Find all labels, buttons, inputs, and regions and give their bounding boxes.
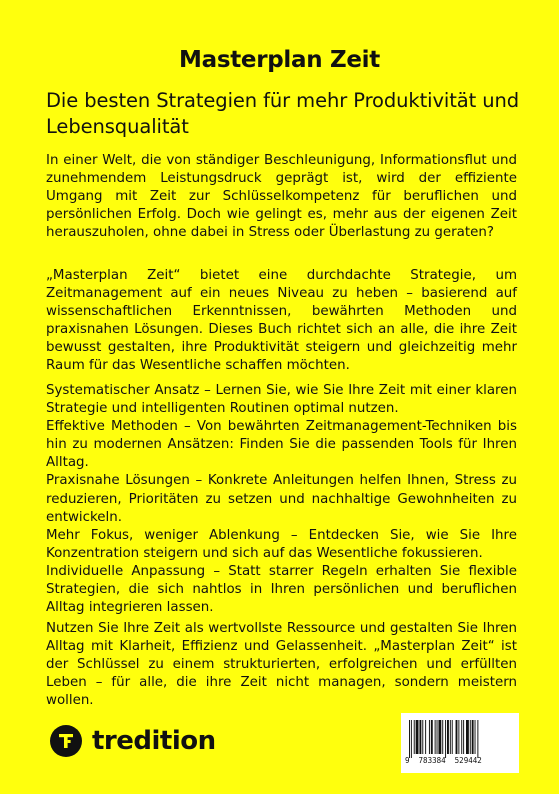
barcode-bar	[447, 720, 449, 754]
barcode-bar	[450, 720, 451, 754]
description-paragraph: „Masterplan Zeit“ bietet eine durchdachte Strategie, um Zeitmanagement auf ein neues Niveau zu heben – basierend auf wissenschaftlichen Erkenntnissen, bewährten Methoden und praxisnahen Lösungen. Dieses Buch richtet sich an alle, die ihre Zeit bewusst gestalten, ihre Produktivität steigern und gleichzeitig mehr Raum für das Wesentliche schaffen möchten.	[46, 268, 517, 374]
intro-paragraph: In einer Welt, die von ständiger Beschleunigung, Informationsflut und zunehmendem Leistungsdruck geprägt ist, wird der effiziente Umgang mit Zeit zur Schlüsselkompetenz für beruflichen und persönlichen Erfolg. Doch wie gelingt es, mehr aus der eigenen Zeit herauszuholen, ohne dabei in Stress oder Überlastung zu geraten?	[46, 153, 517, 241]
isbn-barcode	[401, 713, 519, 773]
barcode-bar	[461, 720, 462, 754]
barcode-bar	[422, 720, 423, 754]
feature-item: Praxisnahe Lösungen – Konkrete Anleitungen helfen Ihnen, Stress zu reduzieren, Prioritäten zu setzen und nachhaltige Gewohnheiten zu entwickeln.	[46, 473, 517, 525]
barcode-bar	[409, 720, 410, 758]
feature-item: Effektive Methoden – Von bewährten Zeitmanagement-Techniken bis hin zu modernen Ansätzen: Finden Sie die passenden Tools für Ihren Alltag.	[46, 419, 517, 471]
barcode-bar	[425, 720, 426, 754]
barcode-bar	[435, 720, 436, 754]
barcode-bars	[409, 720, 511, 758]
barcode-bar	[414, 720, 415, 754]
barcode-bar	[458, 720, 459, 754]
barcode-bar	[438, 720, 441, 754]
barcode-bar	[411, 720, 412, 758]
barcode-bar	[452, 720, 453, 754]
barcode-bar	[445, 720, 446, 758]
barcode-bar	[456, 720, 458, 754]
barcode-bar	[475, 720, 476, 754]
book-subtitle: Die besten Strategien für mehr Produktivität und Lebensqualität	[46, 89, 520, 138]
publisher-logo	[50, 725, 216, 757]
tredition-logo-icon	[50, 725, 82, 757]
barcode-bar	[419, 720, 421, 754]
barcode-bar	[470, 720, 471, 754]
barcode-bar	[442, 720, 443, 754]
barcode-bar	[431, 720, 433, 754]
publisher-name: tredition	[92, 726, 216, 756]
barcode-bar	[429, 720, 430, 754]
barcode-bar	[472, 720, 474, 754]
barcode-bar	[466, 720, 469, 754]
barcode-bar	[416, 720, 419, 754]
barcode-bar	[463, 720, 464, 754]
book-title: Masterplan Zeit	[179, 47, 380, 73]
feature-item: Systematischer Ansatz – Lernen Sie, wie Sie Ihre Zeit mit einer klaren Strategie und intelligenten Routinen optimal nutzen.	[46, 383, 517, 417]
closing-paragraph: Nutzen Sie Ihre Zeit als wertvollste Ressource und gestalten Sie Ihren Alltag mit Klarheit, Effizienz und Gelassenheit. „Masterplan Zeit“ ist der Schlüssel zu einem strukturierten, erfolgreichen und erfüllten Leben – für alle, die ihre Zeit nicht managen, sondern meistern wollen.	[46, 621, 517, 709]
feature-item: Mehr Fokus, weniger Ablenkung – Entdecken Sie, wie Sie Ihre Konzentration steigern und sich auf das Wesentliche fokussieren.	[46, 527, 517, 561]
feature-item: Individuelle Anpassung – Statt starrer Regeln erhalten Sie flexible Strategien, die sich nahtlos in Ihren persönlichen und beruflichen Alltag integrieren lassen.	[46, 563, 517, 616]
barcode-bar	[477, 720, 478, 758]
barcode-bar	[437, 720, 438, 754]
feature-list	[46, 382, 517, 617]
isbn-digits: 9 783384 529442	[405, 756, 482, 765]
